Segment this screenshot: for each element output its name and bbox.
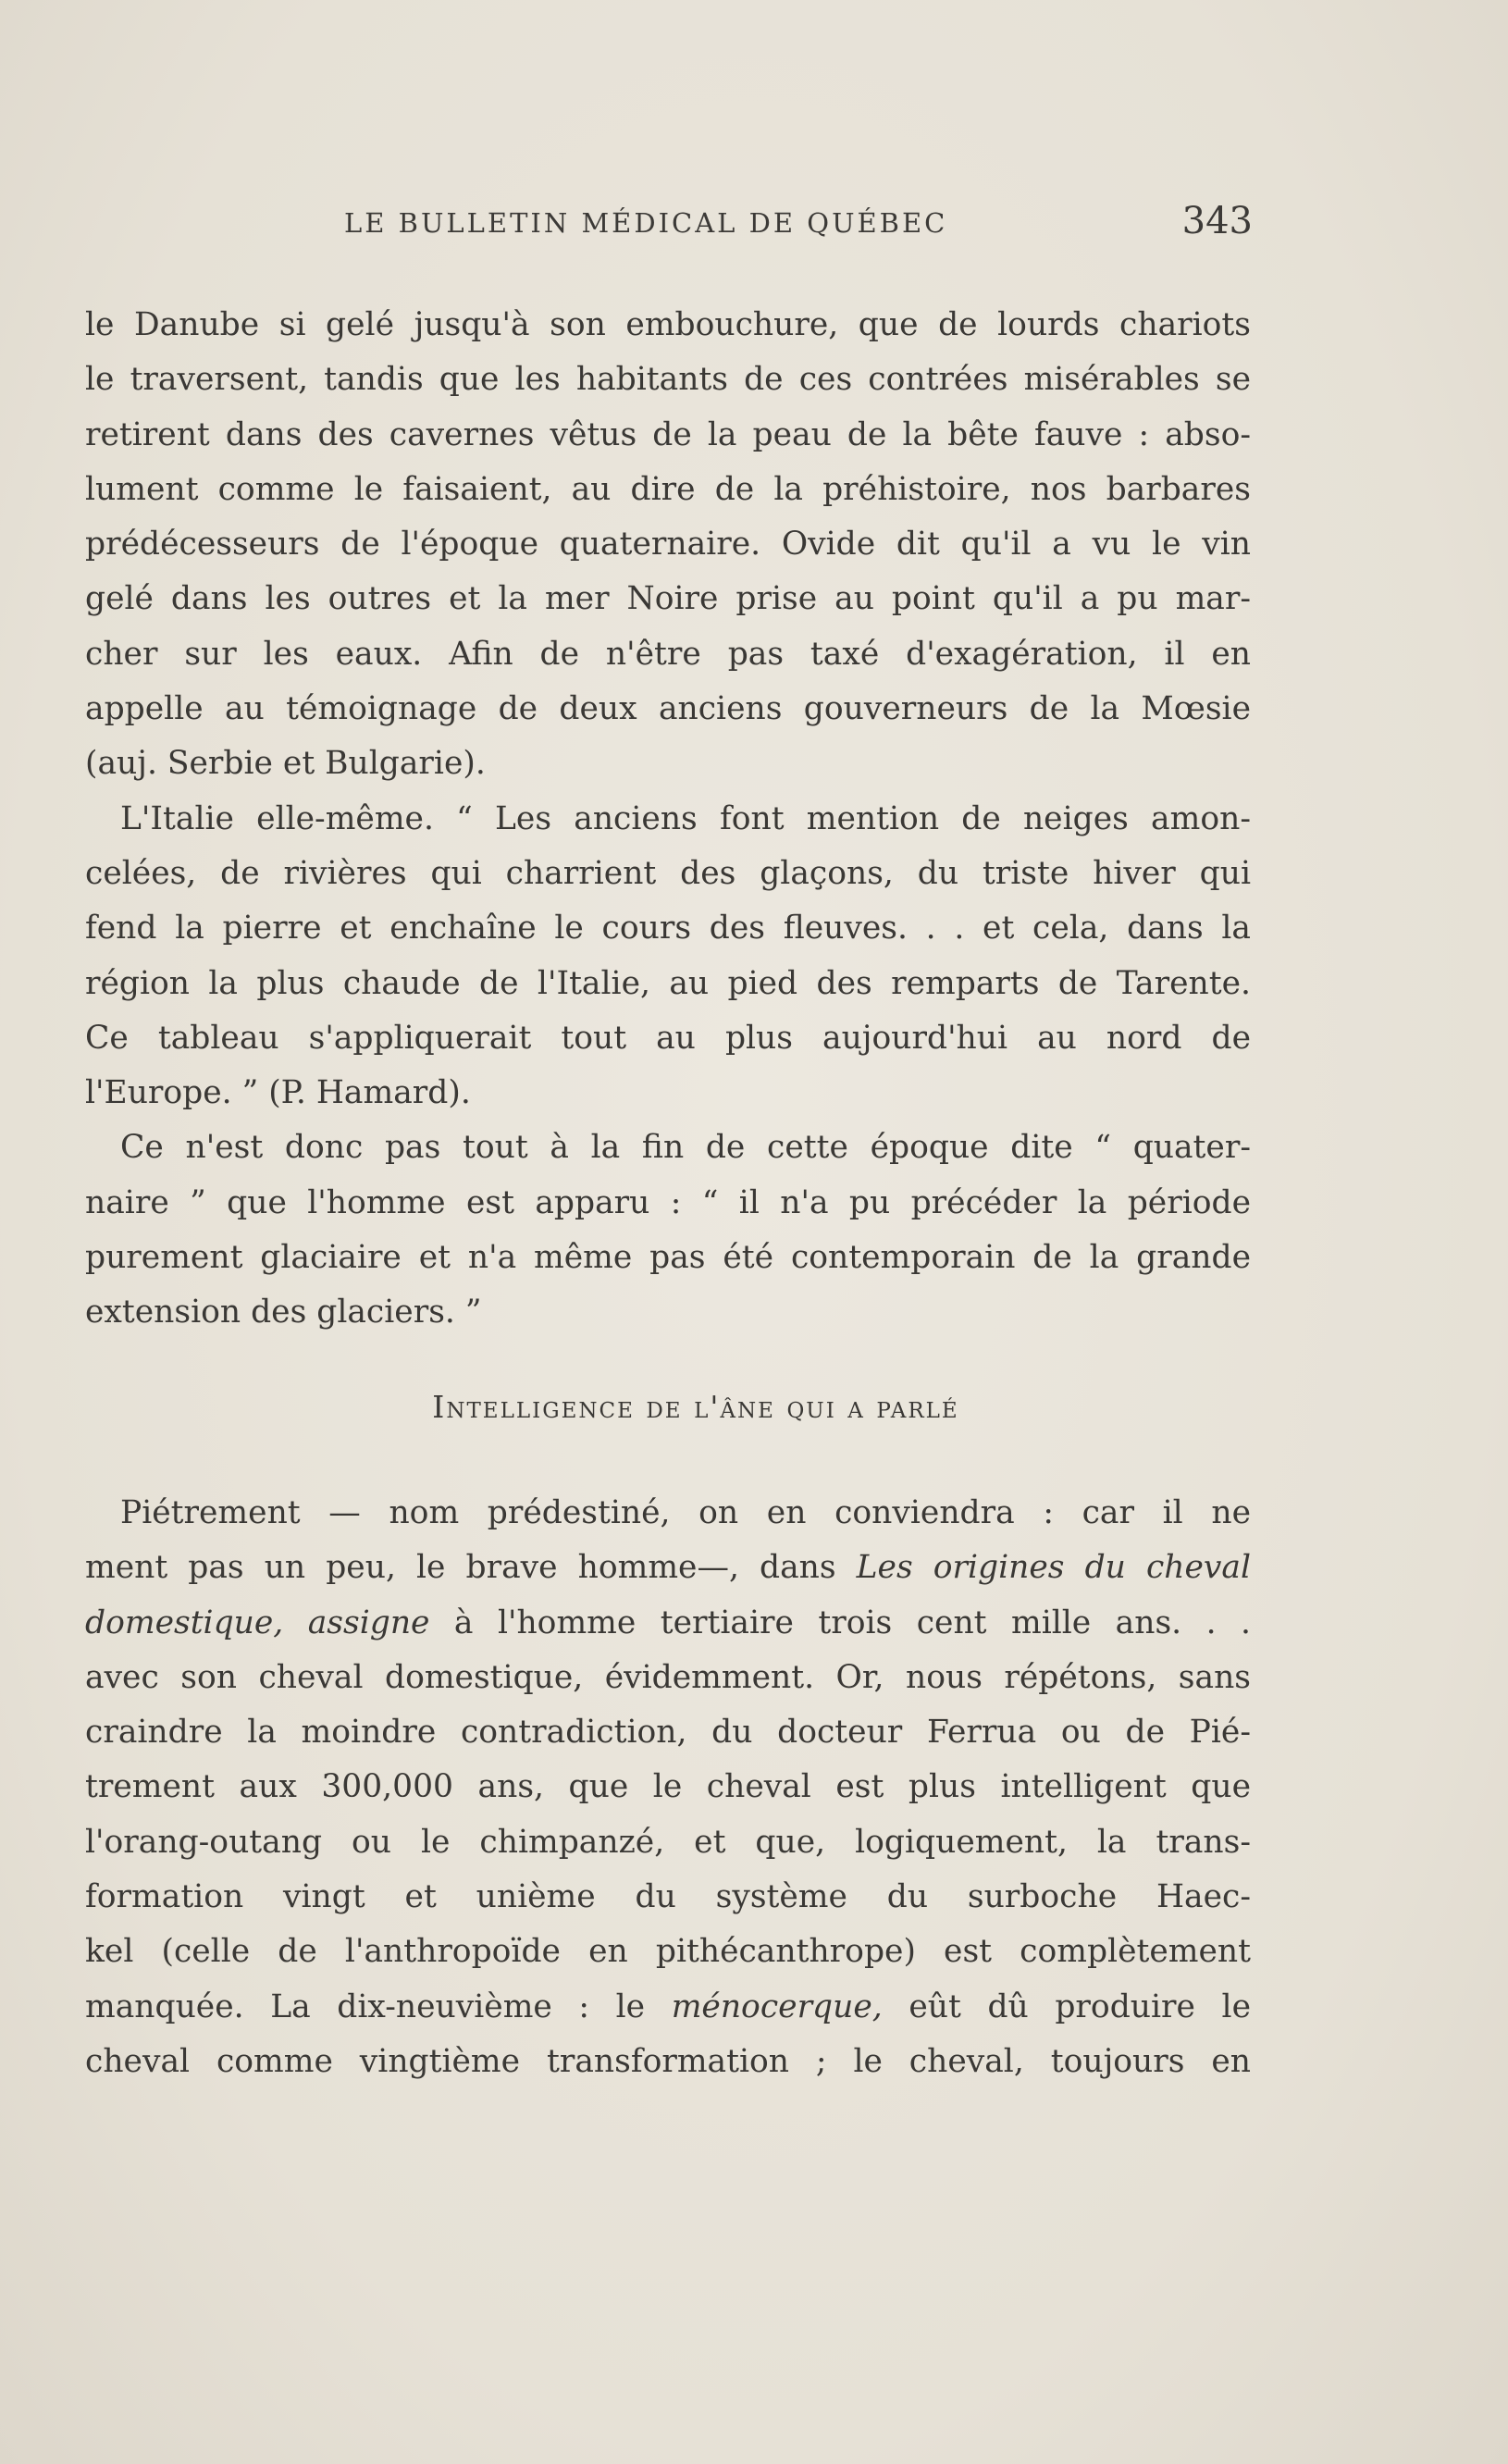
text-line: Ce n'est donc pas tout à la fin de cette époque dite “ quater- [120, 1129, 1251, 1167]
body-text [85, 298, 1251, 2089]
text-line: Piétrement — nom prédestiné, on en conviendra : car il ne [120, 1493, 1251, 1531]
text-line: craindre la moindre contradiction, du docteur Ferrua ou de Pié- [85, 1714, 1251, 1752]
text-line: purement glaciaire et n'a même pas été contemporain de la grande [85, 1239, 1251, 1277]
text-line: kel (celle de l'anthropoïde en pithécanthrope) est complètement [85, 1933, 1251, 1971]
text-line: le Danube si gelé jusqu'à son embouchure, que de lourds chariots [85, 306, 1251, 343]
text-run: ment pas un peu, le brave homme—, dans [85, 1549, 857, 1587]
text-line: cheval comme vingtième transformation ; le cheval, toujours en [85, 2042, 1251, 2080]
text-line [85, 1980, 1251, 2035]
text-line: région la plus chaude de l'Italie, au pied des remparts de Tarente. [85, 964, 1251, 1002]
text-line: avec son cheval domestique, évidemment. Or, nous répétons, sans [85, 1658, 1251, 1696]
paragraph-1 [85, 298, 1251, 792]
paragraph-4 [85, 1486, 1251, 2089]
paragraph-2 [85, 792, 1251, 1121]
text-line: (auj. Serbie et Bulgarie). [85, 745, 486, 783]
text-line: naire ” que l'homme est apparu : “ il n'a pu précéder la période [85, 1183, 1251, 1221]
text-line: Ce tableau s'appliquerait tout au plus aujourd'hui au nord de [85, 1019, 1251, 1057]
text-line: appelle au témoignage de deux anciens gouverneurs de la Mœsie [85, 690, 1251, 728]
text-line [85, 1541, 1251, 1595]
text-line: l'orang-outang ou le chimpanzé, et que, logiquement, la trans- [85, 1823, 1251, 1861]
text-line: fend la pierre et enchaîne le cours des fleuves. . . et cela, dans la [85, 910, 1251, 947]
text-line [85, 1596, 1251, 1651]
text-line: cher sur les eaux. Afin de n'être pas taxé d'exagération, il en [85, 635, 1251, 673]
running-title: LE BULLETIN MÉDICAL DE QUÉBEC [344, 207, 948, 239]
text-line: celées, de rivières qui charrient des glaçons, du triste hiver qui [85, 854, 1251, 892]
text-line: le traversent, tandis que les habitants de ces contrées misérables se [85, 361, 1251, 399]
text-run: à l'homme tertiaire trois cent mille ans. . . [429, 1603, 1251, 1641]
text-line: gelé dans les outres et la mer Noire prise au point qu'il a pu mar- [85, 580, 1251, 618]
text-line: retirent dans des cavernes vêtus de la peau de la bête fauve : abso- [85, 415, 1251, 453]
book-title: Les origines du cheval [856, 1549, 1251, 1587]
text-line: lument comme le faisaient, au dire de la préhistoire, nos barbares [85, 470, 1251, 508]
text-line: formation vingt et unième du système du surboche Haec- [85, 1878, 1251, 1916]
text-line: prédécesseurs de l'époque quaternaire. Ovide dit qu'il a vu le vin [85, 526, 1251, 563]
page-header [85, 200, 1260, 255]
text-line: extension des glaciers. ” [85, 1294, 482, 1331]
text-line: trement aux 300,000 ans, que le cheval est plus intelligent que [85, 1768, 1251, 1806]
text-run: eût dû produire le [882, 1987, 1251, 2025]
text-line: l'Europe. ” (P. Hamard). [85, 1074, 471, 1112]
book-title: domestique, assigne [85, 1603, 430, 1641]
text-run: manquée. La dix-neuvième : le [85, 1987, 672, 2025]
page-number: 343 [1181, 200, 1253, 242]
paragraph-3 [85, 1121, 1251, 1340]
section-heading: Intelligence de l'âne qui a parlé [432, 1388, 959, 1425]
italic-term: ménocerque, [671, 1987, 883, 2025]
text-line: L'Italie elle-même. “ Les anciens font mention de neiges amon- [120, 799, 1251, 837]
